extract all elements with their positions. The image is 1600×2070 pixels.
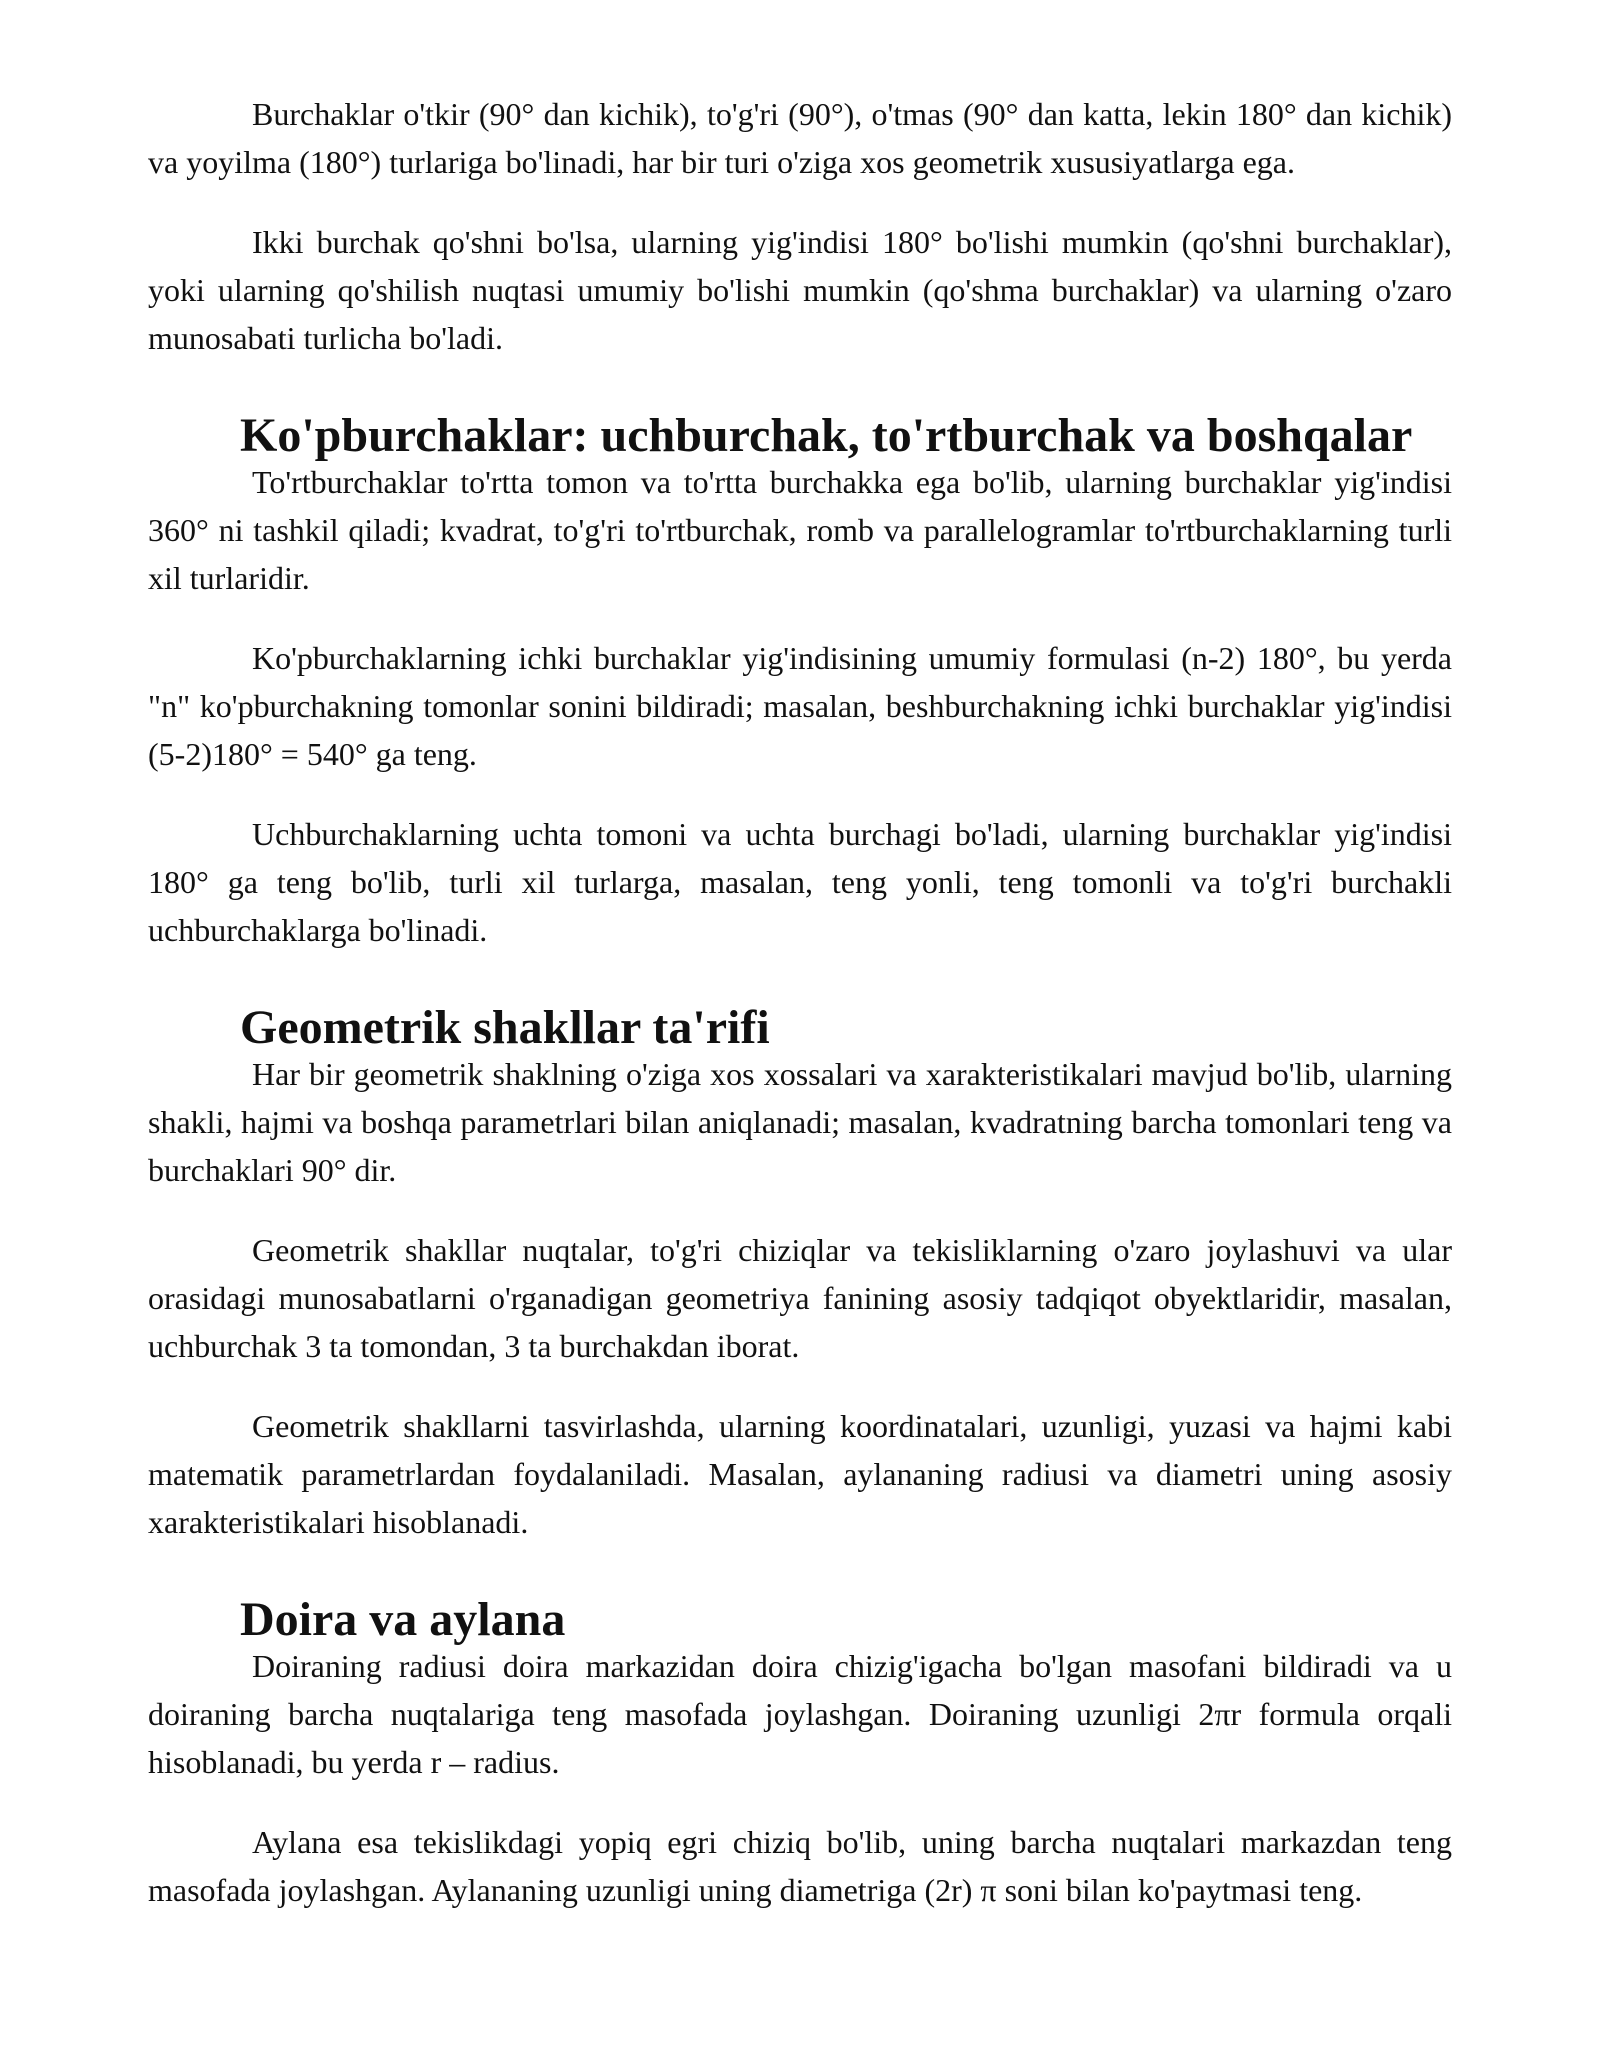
- heading-polygons: Ko'pburchaklar: uchburchak, to'rtburchak va boshqalar: [240, 409, 1413, 462]
- paragraph-geometry-objects: Geometrik shakllar nuqtalar, to'g'ri chiziqlar va tekisliklarning o'zaro joylashuvi va ular orasidagi munosabatlarni o'rganadigan geometriya fanining asosiy tadqiqot obyektlaridir, masalan, uchburchak 3 ta tomondan, 3 ta burchakdan iborat.: [148, 1232, 1452, 1364]
- paragraph-circumference: Aylana esa tekislikdagi yopiq egri chiziq bo'lib, uning barcha nuqtalari markazdan teng masofada joylashgan. Aylananing uzunligi uning diametriga (2r) π soni bilan ko'paytmasi teng.: [148, 1824, 1452, 1908]
- document-page: [148, 90, 1452, 1946]
- paragraph-triangles: Uchburchaklarning uchta tomoni va uchta burchagi bo'ladi, ularning burchaklar yig'indisi 180° ga teng bo'lib, turli xil turlarga, masalan, teng yonli, teng tomonli va to'g'ri burchakli uchburchaklarga bo'linadi.: [148, 816, 1452, 948]
- heading-circle: Doira va aylana: [240, 1593, 566, 1646]
- paragraph-polygon-formula: Ko'pburchaklarning ichki burchaklar yig'indisining umumiy formulasi (n-2) 180°, bu yerda "n" ko'pburchakning tomonlar sonini bildiradi; masalan, beshburchakning ichki burchaklar yig'indisi (5-2)180° = 540° ga teng.: [148, 640, 1452, 772]
- paragraph-shape-properties: Har bir geometrik shaklning o'ziga xos xossalari va xarakteristikalari mavjud bo'lib, ularning shakli, hajmi va boshqa parametrlari bilan aniqlanadi; masalan, kvadratning barcha tomonlari teng va burchaklari 90° dir.: [148, 1056, 1452, 1188]
- paragraph-quadrilaterals: To'rtburchaklar to'rtta tomon va to'rtta burchakka ega bo'lib, ularning burchaklar yig'indisi 360° ni tashkil qiladi; kvadrat, to'g'ri to'rtburchak, romb va parallelogramlar to'rtburchaklarning turli xil turlaridir.: [148, 464, 1452, 596]
- heading-geometric-shapes: Geometrik shakllar ta'rifi: [240, 1001, 770, 1054]
- paragraph-circle-radius: Doiraning radiusi doira markazidan doira chizig'igacha bo'lgan masofani bildiradi va u doiraning barcha nuqtalariga teng masofada joylashgan. Doiraning uzunligi 2πr formula orqali hisoblanadi, bu yerda r – radius.: [148, 1648, 1452, 1780]
- paragraph-adjacent-angles: Ikki burchak qo'shni bo'lsa, ularning yig'indisi 180° bo'lishi mumkin (qo'shni burchaklar), yoki ularning qo'shilish nuqtasi umumiy bo'lishi mumkin (qo'shma burchaklar) va ularning o'zaro munosabati turlicha bo'ladi.: [148, 224, 1452, 356]
- paragraph-angle-types: Burchaklar o'tkir (90° dan kichik), to'g'ri (90°), o'tmas (90° dan katta, lekin 180° dan kichik) va yoyilma (180°) turlariga bo'linadi, har bir turi o'ziga xos geometrik xususiyatlarga ega.: [148, 96, 1452, 180]
- paragraph-shape-parameters: Geometrik shakllarni tasvirlashda, ularning koordinatalari, uzunligi, yuzasi va hajmi kabi matematik parametrlardan foydalaniladi. Masalan, aylananing radiusi va diametri uning asosiy xarakteristikalari hisoblanadi.: [148, 1408, 1452, 1540]
